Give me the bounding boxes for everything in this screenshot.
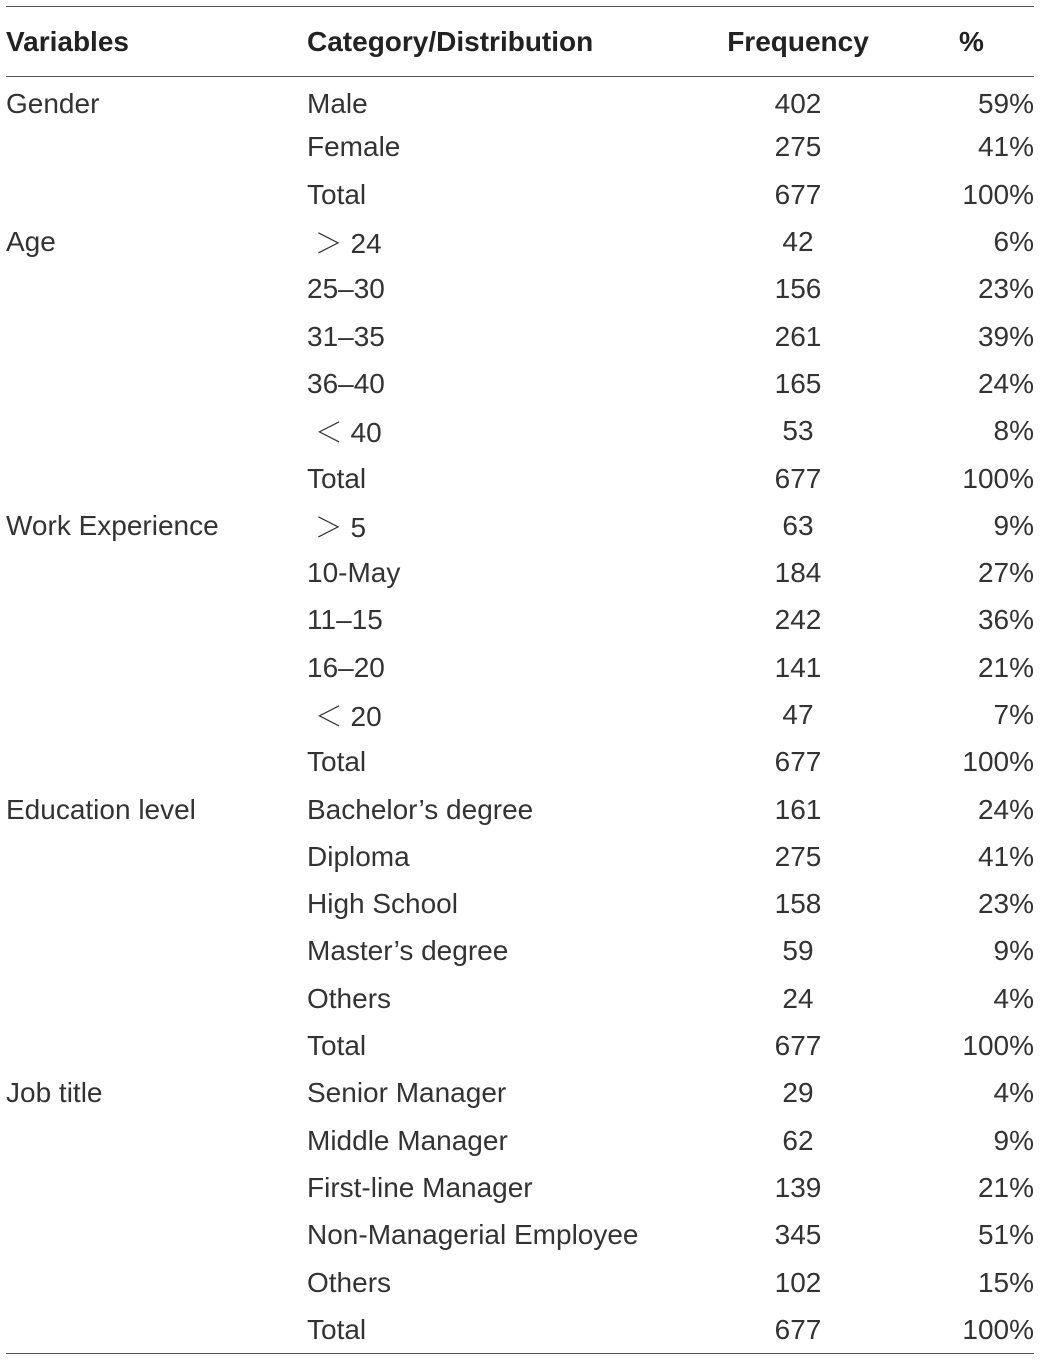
variable-cell — [6, 549, 307, 596]
table-body — [6, 77, 1034, 1354]
percent-cell: 36% — [977, 604, 1034, 636]
percent-cell: 23% — [977, 888, 1034, 920]
category-cell: 16–20 — [307, 651, 385, 683]
table-row — [6, 1022, 1034, 1069]
variable-cell — [6, 739, 307, 786]
frequency-cell: 677 — [774, 1313, 822, 1345]
percent-cell: 51% — [977, 1219, 1034, 1251]
percent-cell: 100% — [962, 1030, 1034, 1062]
variable-cell — [6, 360, 307, 407]
variable-cell — [6, 1164, 307, 1211]
category-cell: Total — [307, 462, 367, 494]
variable-cell: Job title — [6, 1077, 103, 1109]
category-cell: 36–40 — [307, 367, 385, 399]
category-cell: Total — [307, 1030, 367, 1062]
variable-cell — [6, 313, 307, 360]
frequency-cell: 53 — [782, 415, 814, 447]
category-cell: Senior Manager — [307, 1077, 507, 1109]
table-row — [6, 1306, 1034, 1353]
table-row — [6, 77, 1034, 124]
frequency-cell: 42 — [782, 226, 814, 258]
frequency-cell: 62 — [782, 1124, 814, 1156]
table-row — [6, 975, 1034, 1022]
category-cell: Total — [307, 1313, 367, 1345]
table-row — [6, 408, 1034, 455]
variable-cell — [6, 1306, 307, 1353]
table-row — [6, 266, 1034, 313]
category-cell: Middle Manager — [307, 1124, 508, 1156]
percent-cell: 4% — [993, 982, 1034, 1014]
percent-cell: 24% — [977, 367, 1034, 399]
demographics-table — [6, 6, 1034, 1354]
table-row — [6, 597, 1034, 644]
variable-cell — [6, 266, 307, 313]
category-cell: High School — [307, 888, 458, 920]
frequency-cell: 139 — [774, 1171, 822, 1203]
variable-cell — [6, 1212, 307, 1259]
table-row — [6, 1117, 1034, 1164]
percent-cell: 9% — [993, 1124, 1034, 1156]
table-header — [6, 7, 1034, 77]
table-row — [6, 1212, 1034, 1259]
percent-cell: 39% — [977, 320, 1034, 352]
table-row — [6, 124, 1034, 171]
percent-cell: 15% — [977, 1266, 1034, 1298]
frequency-cell: 402 — [774, 88, 822, 120]
percent-cell: 7% — [993, 699, 1034, 730]
percent-cell: 9% — [993, 935, 1034, 967]
variable-cell — [6, 1022, 307, 1069]
category-cell: Total — [307, 746, 367, 778]
frequency-cell: 59 — [782, 935, 814, 967]
variable-cell: Work Experience — [6, 509, 219, 541]
variable-cell — [6, 1117, 307, 1164]
table-row — [6, 455, 1034, 502]
percent-cell: 41% — [977, 840, 1034, 872]
variable-cell — [6, 171, 307, 218]
table-row — [6, 171, 1034, 218]
frequency-cell: 242 — [774, 604, 822, 636]
header-row — [6, 7, 1034, 77]
demographics-table-container — [6, 6, 1034, 1354]
table-row — [6, 739, 1034, 786]
frequency-cell: 24 — [782, 982, 814, 1014]
table-row — [6, 313, 1034, 360]
frequency-cell: 141 — [774, 651, 822, 683]
table-row — [6, 928, 1034, 975]
category-cell: 10-May — [307, 557, 401, 589]
frequency-cell: 165 — [774, 367, 822, 399]
header-percent: % — [959, 25, 984, 57]
category-cell: 25–30 — [307, 273, 385, 305]
variable-cell: Age — [6, 226, 56, 258]
variable-cell — [6, 644, 307, 691]
variable-cell — [6, 691, 307, 738]
category-cell: First-line Manager — [307, 1171, 533, 1203]
frequency-cell: 677 — [774, 462, 822, 494]
frequency-cell: 184 — [774, 557, 822, 589]
category-cell: 31–35 — [307, 320, 385, 352]
variable-cell — [6, 408, 307, 455]
header-category: Category/Distribution — [307, 25, 594, 57]
category-cell: Master’s degree — [307, 935, 509, 967]
variable-cell — [6, 881, 307, 928]
table-row — [6, 1070, 1034, 1117]
category-cell: Male — [307, 88, 368, 120]
category-cell: ＞ 5 — [307, 511, 367, 543]
percent-cell: 100% — [962, 1313, 1034, 1345]
frequency-cell: 677 — [774, 178, 822, 210]
category-cell: Female — [307, 131, 401, 163]
table-row — [6, 502, 1034, 549]
frequency-cell: 47 — [782, 699, 814, 730]
frequency-cell: 345 — [774, 1219, 822, 1251]
variable-cell — [6, 928, 307, 975]
category-cell: ＞ 24 — [307, 228, 382, 260]
frequency-cell: 261 — [774, 320, 822, 352]
frequency-cell: 677 — [774, 1030, 822, 1062]
category-cell: ＜ 20 — [307, 701, 382, 732]
frequency-cell: 275 — [774, 131, 822, 163]
table-row — [6, 360, 1034, 407]
frequency-cell: 677 — [774, 746, 822, 778]
table-row — [6, 833, 1034, 880]
percent-cell: 9% — [993, 509, 1034, 541]
percent-cell: 100% — [962, 746, 1034, 778]
table-row — [6, 644, 1034, 691]
percent-cell: 100% — [962, 462, 1034, 494]
table-row — [6, 549, 1034, 596]
percent-cell: 59% — [977, 88, 1034, 120]
table-row — [6, 691, 1034, 738]
header-frequency: Frequency — [727, 25, 869, 57]
variable-cell — [6, 1259, 307, 1306]
percent-cell: 27% — [977, 557, 1034, 589]
frequency-cell: 161 — [774, 793, 822, 825]
table-row — [6, 1259, 1034, 1306]
frequency-cell: 63 — [782, 509, 814, 541]
frequency-cell: 29 — [782, 1077, 814, 1109]
percent-cell: 6% — [993, 226, 1034, 258]
category-cell: Total — [307, 178, 367, 210]
table-row — [6, 1164, 1034, 1211]
category-cell: Diploma — [307, 840, 410, 872]
percent-cell: 24% — [977, 793, 1034, 825]
percent-cell: 21% — [977, 651, 1034, 683]
table-row — [6, 218, 1034, 265]
variable-cell: Education level — [6, 793, 196, 825]
frequency-cell: 158 — [774, 888, 822, 920]
frequency-cell: 156 — [774, 273, 822, 305]
variable-cell: Gender — [6, 88, 100, 120]
table-row — [6, 786, 1034, 833]
variable-cell — [6, 597, 307, 644]
percent-cell: 41% — [977, 131, 1034, 163]
table-row — [6, 881, 1034, 928]
frequency-cell: 275 — [774, 840, 822, 872]
percent-cell: 8% — [993, 415, 1034, 447]
variable-cell — [6, 124, 307, 171]
header-variables: Variables — [6, 25, 129, 57]
frequency-cell: 102 — [774, 1266, 822, 1298]
category-cell: Bachelor’s degree — [307, 793, 534, 825]
category-cell: Non-Managerial Employee — [307, 1219, 639, 1251]
variable-cell — [6, 833, 307, 880]
variable-cell — [6, 455, 307, 502]
category-cell: Others — [307, 982, 392, 1014]
variable-cell — [6, 975, 307, 1022]
percent-cell: 23% — [977, 273, 1034, 305]
percent-cell: 100% — [962, 178, 1034, 210]
category-cell: 11–15 — [307, 604, 383, 636]
percent-cell: 21% — [977, 1171, 1034, 1203]
category-cell: ＜ 40 — [307, 417, 382, 449]
category-cell: Others — [307, 1266, 392, 1298]
percent-cell: 4% — [993, 1077, 1034, 1109]
